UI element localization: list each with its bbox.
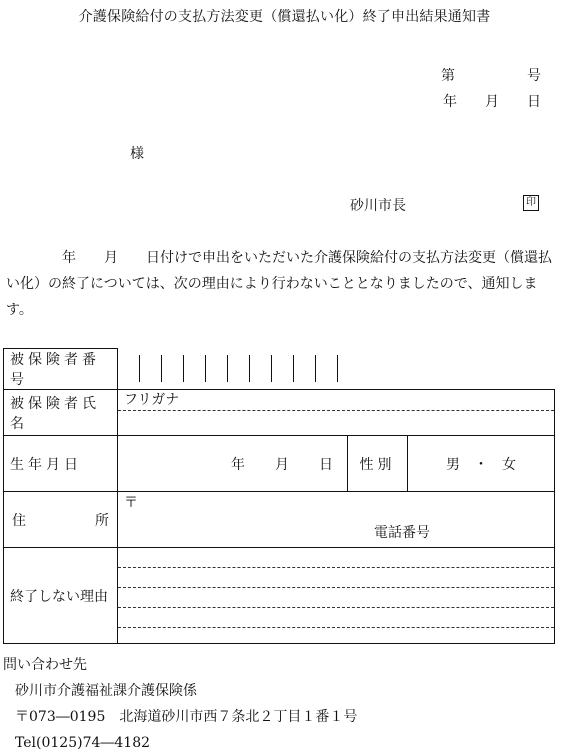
document-date-row [441, 89, 541, 115]
digit-box[interactable] [140, 355, 162, 382]
furigana-label: フリガナ [118, 390, 554, 411]
notice-body: 年 月 日付けで申出をいただいた介護保険給付の支払方法変更（償還払い化）の終了については、次の理由により行わないこととなりましたので、通知します。 [6, 250, 552, 318]
digit-box[interactable] [250, 355, 272, 382]
birth-label: 生年月日 [4, 436, 118, 492]
reason-line [118, 627, 554, 628]
contact-info [3, 652, 357, 756]
digit-box[interactable] [272, 355, 294, 382]
digit-box[interactable] [162, 355, 184, 382]
address-label-cell [4, 492, 118, 548]
phone-label: 電話番号 [374, 525, 430, 541]
digit-box[interactable] [206, 355, 228, 382]
insured-number-field[interactable] [118, 349, 555, 390]
issuer-name: 砂川市長 [350, 198, 406, 214]
reason-field[interactable] [118, 548, 555, 644]
birth-month: 月 [275, 456, 289, 473]
insured-name-label: 被保険者氏名 [4, 390, 118, 436]
digit-box[interactable] [118, 355, 140, 382]
number-suffix: 号 [527, 68, 541, 84]
birth-day: 日 [319, 456, 333, 473]
birth-year: 年 [231, 456, 245, 473]
reason-row [4, 548, 555, 644]
insured-number-label: 被保険者番号 [4, 349, 118, 390]
notice-form-table [3, 348, 555, 644]
seal-mark: 印 [523, 195, 539, 211]
sex-options[interactable]: 男 ・ 女 [408, 436, 555, 492]
birth-field[interactable] [118, 436, 348, 492]
reason-line [118, 607, 554, 627]
contact-address: 〒073―0195 北海道砂川市西７条北２丁目１番１号 [15, 709, 358, 725]
date-day: 日 [527, 94, 541, 110]
insured-name-field[interactable] [118, 390, 555, 436]
reason-label: 終了しない理由 [4, 548, 118, 644]
reason-line [118, 567, 554, 587]
date-year: 年 [443, 94, 457, 110]
address-field[interactable] [118, 492, 555, 548]
reason-line [118, 587, 554, 607]
sex-label: 性別 [348, 436, 408, 492]
postal-mark: 〒 [124, 495, 138, 511]
insured-number-row [4, 349, 555, 390]
address-row [4, 492, 555, 548]
digit-box[interactable] [316, 355, 338, 382]
addressee-suffix: 様 [130, 146, 144, 162]
digit-box[interactable] [294, 355, 316, 382]
number-prefix: 第 [441, 68, 455, 84]
birth-row [4, 436, 555, 492]
digit-box[interactable] [184, 355, 206, 382]
contact-title: 問い合わせ先 [3, 657, 87, 673]
document-number-date [441, 63, 541, 115]
insured-name-row [4, 390, 555, 436]
date-month: 月 [485, 94, 499, 110]
document-title: 介護保険給付の支払方法変更（償還払い化）終了申出結果通知書 [78, 9, 491, 25]
address-label: 住 所 [12, 512, 109, 529]
contact-office: 砂川市介護福祉課介護保険係 [15, 683, 197, 699]
insured-number-digits [118, 355, 555, 382]
digit-box[interactable] [228, 355, 250, 382]
contact-tel: Tel(0125)74―4182 [15, 735, 151, 751]
document-number-row [441, 63, 541, 89]
